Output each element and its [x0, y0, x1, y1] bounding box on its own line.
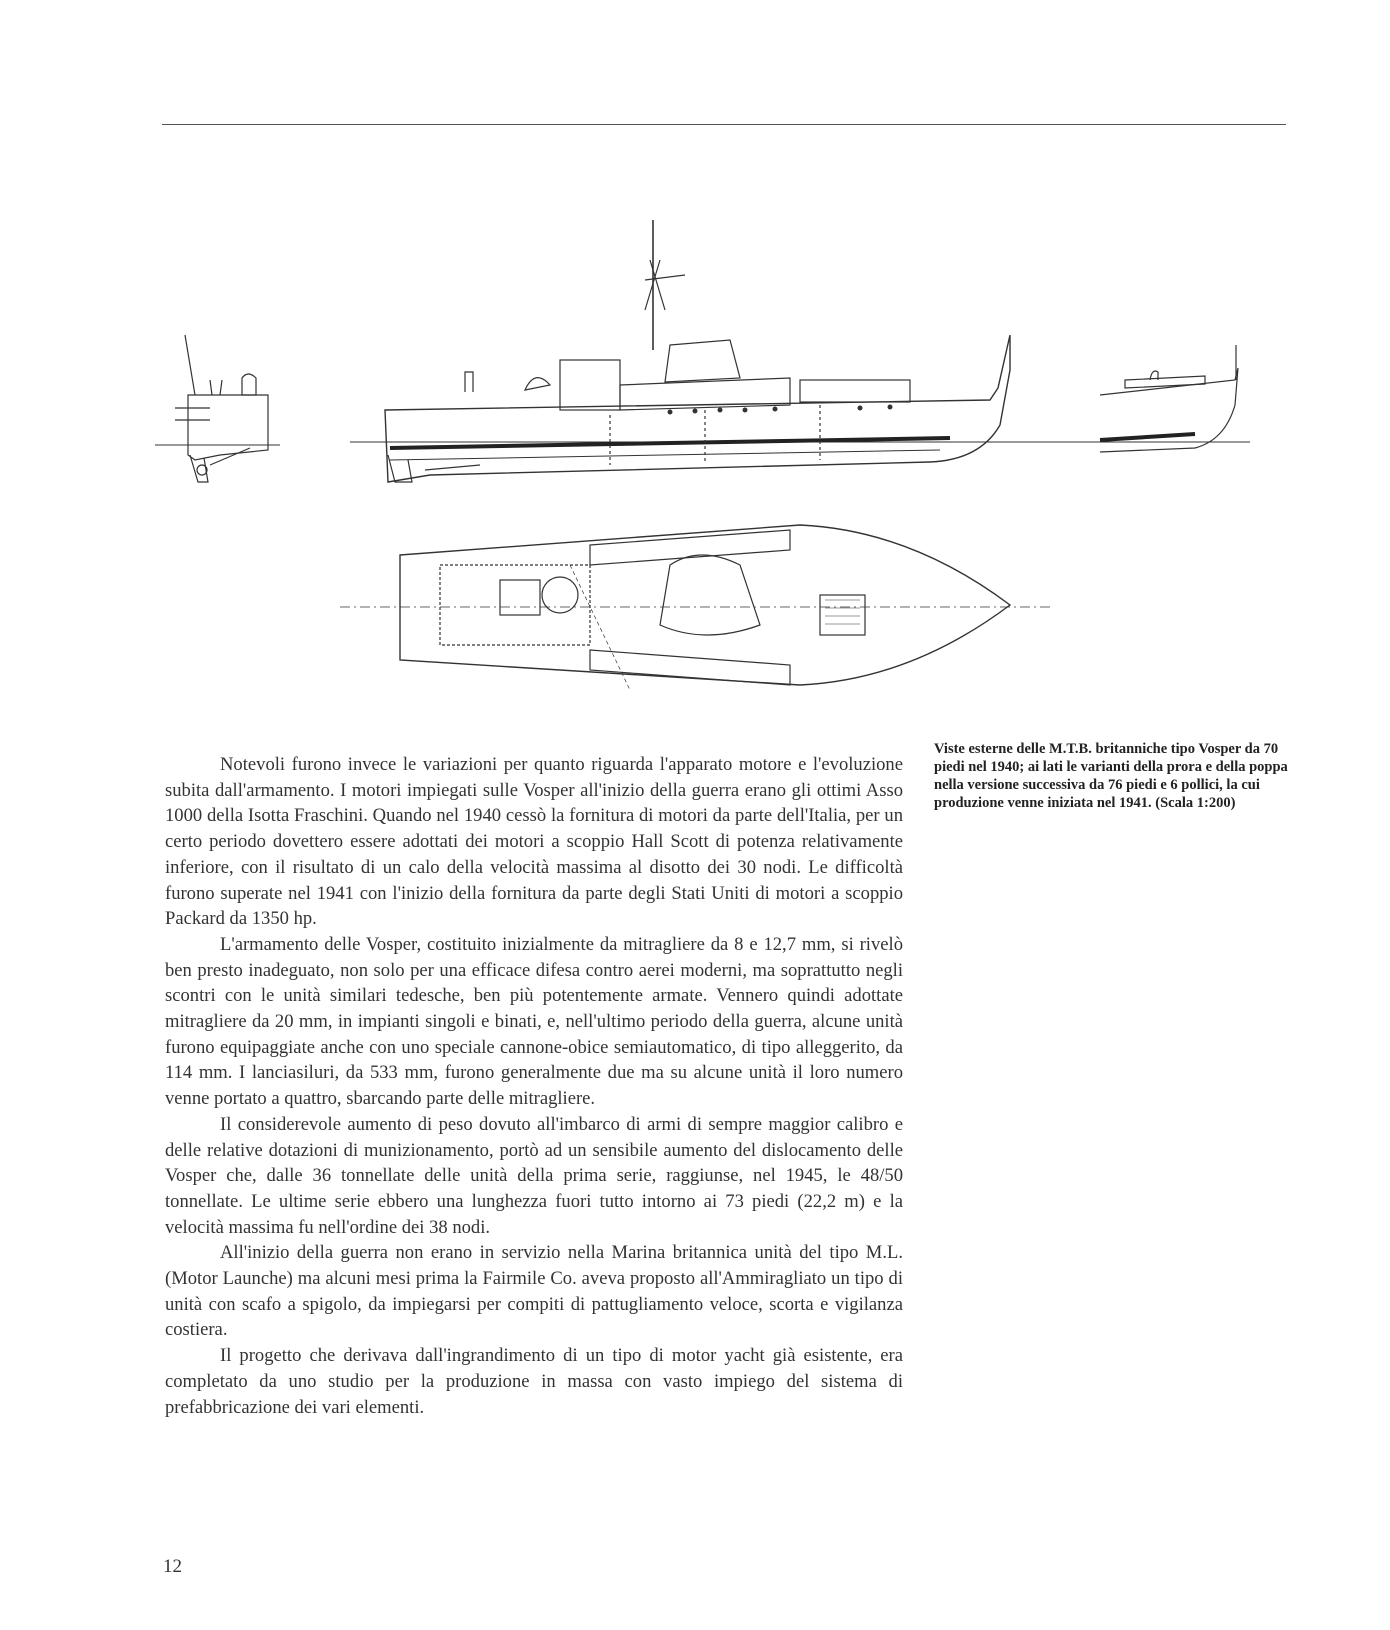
paragraph: Il progetto che derivava dall'ingrandimento di un tipo di motor yacht già esistente, era completato da uno studio per la produzione in massa con vasto impiego del sistema di prefabbricazione dei vari elementi. [165, 1345, 903, 1418]
paragraph: Notevoli furono invece le variazioni per quanto riguarda l'apparato motore e l'evoluzione subita dall'armamento. I motori impiegati sulle Vosper all'inizio della guerra erano gli ottimi Asso 1000 della Isotta Fraschini. Quando nel 1940 cessò la fornitura di motori da parte dell'Italia, per un certo periodo dovettero essere adottati dei motori a scoppio Hall Scott di potenza relativamente inferiore, con il risultato di un calo della velocità massima al disotto dei 30 nodi. Le difficoltà furono superate nel 1941 con l'inizio della fornitura da parte degli Stati Uniti di motori a scoppio Packard da 1350 hp. [165, 754, 903, 930]
paragraph: L'armamento delle Vosper, costituito inizialmente da mitragliere da 8 e 12,7 mm, si rivelò ben presto inadeguato, non solo per una efficace difesa contro aerei moderni, ma soprattutto negli scontri con le unità similari tedesche, ben più potentemente armate. Vennero quindi adottate mitragliere da 20 mm, in impianti singoli e binati, e, nell'ultimo periodo della guerra, alcune unità furono equipaggiate anche con uno speciale cannone-obice semiautomatico, di tipo alleggerito, da 114 mm. I lanciasiluri, da 533 mm, furono generalmente due ma su alcune unità il loro numero venne portato a quattro, sbarcando parte delle mitragliere. [165, 933, 903, 1110]
page-number: 12 [163, 1556, 182, 1577]
body-text [165, 752, 903, 1420]
side-profile-drawing [350, 220, 1170, 482]
stern-variant-drawing [155, 335, 280, 482]
paragraph: All'inizio della guerra non erano in servizio nella Marina britannica unità del tipo M.L. (Motor Launche) ma alcuni mesi prima la Fairmile Co. aveva proposto all'Ammiragliato un tipo di unità con scafo a spigolo, da impiegarsi per compiti di pattugliamento veloce, scorta e vigilanza costiera. [165, 1242, 903, 1341]
paragraph: Il considerevole aumento di peso dovuto all'imbarco di armi di sempre maggior calibro e delle relative dotazioni di munizionamento, portò ad un sensibile aumento del dislocamento delle Vosper che, dalle 36 tonnellate delle unità della prima serie, raggiunse, nel 1945, le 48/50 tonnellate. Le ultime serie ebbero una lunghezza fuori tutto intorno ai 73 piedi (22,2 m) e la velocità massima fu nell'ordine dei 38 nodi. [165, 1113, 903, 1238]
ship-drawing [150, 220, 1300, 740]
bow-variant-drawing [1095, 345, 1250, 452]
figure-caption: Viste esterne delle M.T.B. britanniche tipo Vosper da 70 piedi nel 1940; ai lati le varianti della prora e della poppa nella versione successiva da 76 piedi e 6 pollici, la cui produzione venne iniziata nel 1941. (Scala 1:200) [934, 741, 1288, 811]
header-rule [162, 124, 1286, 125]
plan-view-drawing [340, 525, 1050, 690]
